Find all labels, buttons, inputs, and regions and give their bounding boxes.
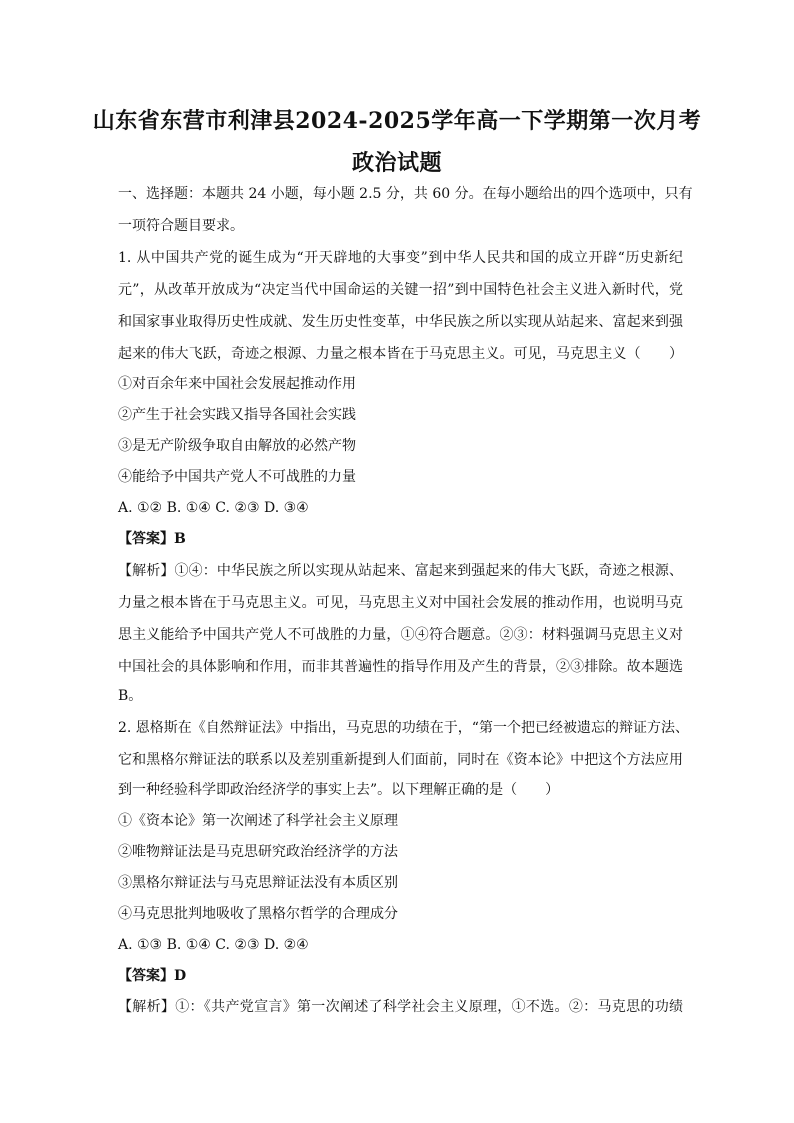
question-1-option: ④能给予中国共产党人不可战胜的力量 bbox=[118, 469, 356, 485]
question-2-option: ②唯物辩证法是马克思研究政治经济学的方法 bbox=[118, 844, 398, 860]
question-2-choices: A. ①③ B. ①④ C. ②③ D. ②④ bbox=[118, 937, 309, 953]
question-2-option: ①《资本论》第一次阐述了科学社会主义原理 bbox=[118, 813, 398, 829]
question-1-stem: 元”，从改革开放成为“决定当代中国命运的关键一招”到中国特色社会主义进入新时代，党 bbox=[118, 282, 683, 298]
question-1-analysis: B。 bbox=[118, 688, 143, 704]
question-1-analysis: 力量之根本皆在于马克思主义。可见，马克思主义对中国社会发展的推动作用，也说明马克 bbox=[118, 595, 683, 611]
document-title: 山东省东营市利津县2024-2025学年高一下学期第一次月考 bbox=[92, 108, 702, 134]
question-1-choices: A. ①② B. ①④ C. ②③ D. ③④ bbox=[118, 500, 309, 516]
question-2-stem: 到一种经验科学即政治经济学的事实上去”。以下理解正确的是（ ） bbox=[118, 782, 560, 798]
question-2-answer: 【答案】D bbox=[118, 968, 187, 984]
question-1-answer: 【答案】B bbox=[118, 531, 186, 547]
question-2-option: ③黑格尔辩证法与马克思辩证法没有本质区别 bbox=[118, 875, 398, 891]
question-1-analysis: 思主义能给予中国共产党人不可战胜的力量，①④符合题意。②③：材料强调马克思主义对 bbox=[118, 627, 683, 643]
document-subtitle: 政治试题 bbox=[351, 150, 442, 176]
question-1-option: ②产生于社会实践又指导各国社会实践 bbox=[118, 407, 356, 423]
section-instruction: 一项符合题目要求。 bbox=[118, 218, 244, 234]
question-1-stem: 起来的伟大飞跃，奇迹之根源、力量之根本皆在于马克思主义。可见，马克思主义（ ） bbox=[118, 346, 683, 362]
section-instruction: 一、选择题：本题共 24 小题，每小题 2.5 分，共 60 分。在每小题给出的四个选项中，只有 bbox=[118, 186, 693, 202]
question-2-option: ④马克思批判地吸收了黑格尔哲学的合理成分 bbox=[118, 906, 398, 922]
question-1-option: ①对百余年来中国社会发展起推动作用 bbox=[118, 376, 356, 392]
question-1-analysis: 【解析】①④：中华民族之所以实现从站起来、富起来到强起来的伟大飞跃，奇迹之根源、 bbox=[118, 563, 683, 579]
question-2-stem: 它和黑格尔辩证法的联系以及差别重新提到人们面前，同时在《资本论》中把这个方法应用 bbox=[118, 752, 683, 768]
question-1-stem: 1. 从中国共产党的诞生成为“开天辟地的大事变”到中华人民共和国的成立开辟“历史新纪 bbox=[118, 250, 683, 266]
question-2-stem: 2. 恩格斯在《自然辩证法》中指出，马克思的功绩在于，“第一个把已经被遗忘的辩证方法、 bbox=[118, 720, 689, 736]
question-1-stem: 和国家事业取得历史性成就、发生历史性变革，中华民族之所以实现从站起来、富起来到强 bbox=[118, 314, 683, 330]
question-1-option: ③是无产阶级争取自由解放的必然产物 bbox=[118, 438, 356, 454]
question-1-analysis: 中国社会的具体影响和作用，而非其普遍性的指导作用及产生的背景，②③排除。故本题选 bbox=[118, 659, 683, 675]
question-2-analysis: 【解析】①：《共产党宣言》第一次阐述了科学社会主义原理，①不选。②：马克思的功绩 bbox=[118, 999, 683, 1015]
